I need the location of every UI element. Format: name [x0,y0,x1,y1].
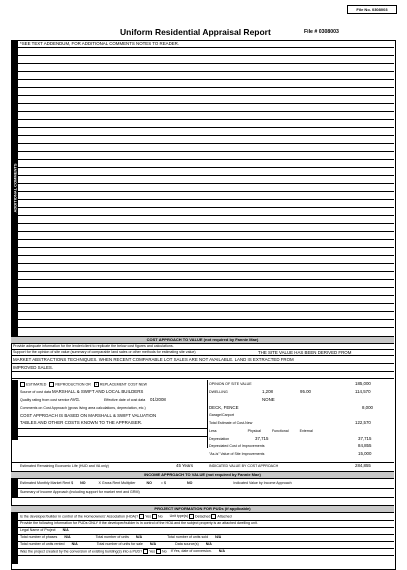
depreciation-physical: 37,715 [255,436,269,441]
dwelling-rate: 95.00 [300,389,311,394]
comment-line [18,287,394,288]
for-sale-value: N/A [149,542,157,546]
detached-checkbox[interactable] [189,514,194,519]
income-indicated-label: Indicated Value by Income Approach [233,481,292,485]
row-divider [18,488,394,489]
comment-line [18,239,394,240]
comment-line [18,295,394,296]
deck-label: DECK, FENCE [209,405,239,410]
functional-label: Functional [271,429,289,433]
dwelling-label: DWELLING [209,390,228,394]
comment-line [18,255,394,256]
comment-line [18,55,394,56]
quality-label: Quality rating from cost service [20,398,70,402]
source-label: Source of cost data [20,390,51,394]
total-value: 122,570 [355,420,371,425]
comment-line [18,279,394,280]
depreciation-value: 37,715 [358,436,372,441]
opinion-site-value: 185,000 [355,381,371,386]
cost-comment1: COST APPROACH IS BASED ON MARSHALL & SWIFT VALUATION [20,413,157,418]
dwelling-sqft: 1,208 [262,389,273,394]
comment-line [18,303,394,304]
pud-header: PROJECT INFORMATION FOR PUDs (if applicable) [11,505,394,513]
comment-line [18,319,394,320]
external-label: External [299,429,313,433]
rented-value: N/A [71,542,78,546]
pud-q3-no-checkbox[interactable] [156,549,161,554]
row-divider [11,363,394,364]
conversion-date-value: N/A [218,549,225,554]
pud-q1-no-checkbox[interactable] [152,514,157,519]
comment-line [18,71,394,72]
units-value: N/A [135,535,143,539]
rented-label: Total number of units rented [20,542,65,546]
effective-label: Effective date of cost data [104,398,146,402]
comment-line [18,223,394,224]
file-number: File # 0308003 [304,29,339,35]
comment-line [18,47,394,48]
comment-line [18,159,394,160]
units-label: Total number of units [95,535,129,539]
comment-line [18,183,394,184]
asis-label: "As-is" Value of Site Improvements [209,452,265,456]
comments-side-label: ADDITIONAL COMMENTS [11,40,18,336]
site-support-value: THE SITE VALUE HAS BEEN DERIVED FROM [258,350,352,355]
units-sold-value: N/A [215,535,222,539]
comment-line [18,271,394,272]
comment-line [18,63,394,64]
site-support-line4: IMPROVED SALES. [13,365,54,370]
rent-label: Estimated Monthly Market Rent $ [20,481,74,485]
row-divider [18,428,207,429]
comment-line [18,111,394,112]
comments-area[interactable] [18,40,394,336]
opinion-site-label: OPINION OF SITE VALUE [209,382,252,386]
cost-side-band [11,380,18,440]
attached-checkbox[interactable] [211,514,216,519]
row-divider [18,527,394,528]
row-divider [18,555,394,556]
cost-column-divider [207,380,208,448]
quality-value: AVG. [70,397,81,402]
cost-comment2: TABLES AND OTHER COSTS KNOWN TO THE APPRAISER. [20,420,143,425]
deck-value: 8,000 [362,405,373,410]
comment-line [18,103,394,104]
pud-q3-yes-checkbox[interactable] [143,549,148,554]
depreciated-value: 84,855 [358,443,372,448]
comment-line [18,199,394,200]
phases-label: Total number of phases [20,535,58,539]
garage-label: Garage/Carport [209,413,234,417]
comment-line [18,247,394,248]
data-source-value: N/A [205,542,212,546]
site-support-line3: MARKET ABSTRACTIONS TECHNIQUES. WHEN RECENT COMPARABLE LOT SALES ARE NOT AVAILABLE. LAND IS EXTRACTED FROM [13,357,294,362]
comment-line [18,215,394,216]
comments-label: Comments on Cost Approach (gross living area calculations, depreciation, etc.) [20,406,146,410]
comment-line [18,263,394,264]
comment-line [18,151,394,152]
comment-line [18,191,394,192]
row-divider [11,371,394,372]
row-divider [18,436,207,437]
pud-q1-yes-checkbox[interactable] [139,514,144,519]
comment-line [18,79,394,80]
effective-value: 01/2008 [150,397,166,402]
reproduction-checkbox[interactable] [49,382,54,387]
site-support-label: Support for the opinion of site value (summary of comparable land sales or other methods for estimating site value) [13,350,196,354]
comment-line [18,207,394,208]
less-label: Less [209,429,217,433]
depreciation-label: Depreciation [209,437,230,441]
phases-value: N/A [64,535,71,539]
source-value: MARSHALL & SWIFT AND LOCAL BUILDERS [52,389,144,394]
physical-label: Physical [247,429,261,433]
row-divider [11,497,394,498]
comment-line [18,87,394,88]
pud-side-band [11,512,18,564]
indicated-cost-label: INDICATED VALUE BY COST APPROACH [209,464,279,468]
comment-line [18,167,394,168]
income-approach-header: INCOME APPROACH TO VALUE (not required by Fannie Mae) [11,471,394,479]
income-side-band [11,478,18,498]
comment-line [18,135,394,136]
asis-value: 15,000 [358,451,372,456]
report-title: Uniform Residential Appraisal Report [120,27,271,37]
replacement-checkbox[interactable]: x [95,382,98,386]
rent-value: NO [80,481,86,485]
cost-approach-header: COST APPROACH TO VALUE (not required by Fannie Mae) [11,336,394,344]
indicated-cost-value: 284,855 [355,463,371,468]
pud-q1: Is the developer/builder in control of the Homeowners' Association (HOA)? [20,514,139,519]
estimated-checkbox[interactable] [20,382,25,387]
estimated-row: ESTIMATED REPRODUCTION OR x REPLACEMENT COST NEW [20,382,147,387]
comment-line [18,231,394,232]
comment-line [18,127,394,128]
comment-line [18,311,394,312]
grm-label: X Gross Rent Multiplier [98,481,136,485]
units-sold-label: Total number of units sold [167,535,209,539]
depreciated-label: Depreciated Cost of Improvements [209,444,265,448]
dwelling-value: 114,570 [355,389,371,394]
income-summary-label: Summary of Income Approach (including support for market rent and GRM) [20,490,140,494]
comment-line [18,175,394,176]
comment-line [18,95,394,96]
income-indicated-value: NO [186,481,193,485]
comment-line [18,119,394,120]
legal-label: Legal Name of Project [20,528,56,532]
total-label: Total Estimate of Cost-New [209,421,253,425]
pud-q2: Provide the following information for PUDs ONLY if the developer/builder is in control of the HOA and the subject property is an attached dwelling unit. [20,521,258,525]
equals-sign: = $ [160,481,166,485]
pud-q3: Was the project created by the conversion of existing building(s) into a PUD? [20,549,143,554]
cost-line1: Provide adequate information for the lender/client to replicate the below cost figures and calculations. [13,344,174,348]
data-source-label: Data source(s) [175,542,199,546]
comment-line [18,143,394,144]
grm-value: NO [146,481,152,485]
remaining-label: Estimated Remaining Economic Life (HUD and VA only) [20,464,109,468]
row-divider [11,355,394,356]
comment-line [18,327,394,328]
remaining-value: 45 Years [176,463,194,468]
none-label: NONE [262,397,275,402]
file-number-badge: File No. 0308003 [347,5,397,14]
row-divider [11,378,394,379]
comments-first-line: *SEE TEXT ADDENDUM, FOR ADDITIONAL COMMENTS NOTES TO READER. [20,41,180,46]
row-divider [11,462,394,463]
legal-value: N/A [62,528,69,532]
for-sale-label: Total number of units for sale [96,542,143,546]
